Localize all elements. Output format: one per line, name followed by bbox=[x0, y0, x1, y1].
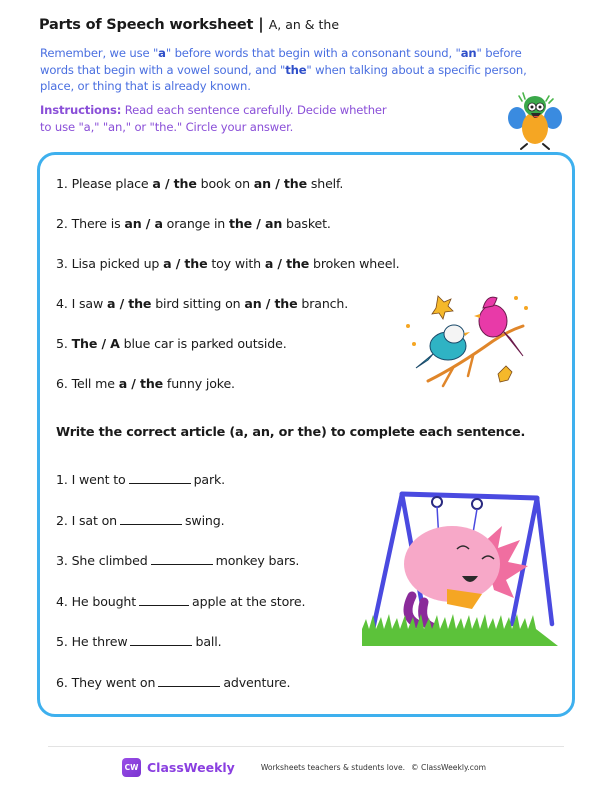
list-item bbox=[56, 553, 305, 594]
article-an: an bbox=[460, 46, 477, 60]
item-text: I saw bbox=[71, 296, 107, 311]
article-choice[interactable]: a / the bbox=[264, 256, 310, 271]
heading-text: Write the correct article ( bbox=[56, 425, 236, 440]
heading-text: , or bbox=[269, 425, 298, 440]
list-item bbox=[56, 296, 400, 336]
remember-note bbox=[40, 45, 550, 95]
brand-name: ClassWeekly bbox=[147, 760, 235, 775]
footer bbox=[122, 758, 486, 777]
article-choice[interactable]: a / the bbox=[163, 256, 208, 271]
footer-divider bbox=[48, 746, 564, 747]
item-text: broken wheel. bbox=[309, 256, 400, 271]
item-number: 3. bbox=[56, 256, 72, 271]
page-title: Parts of Speech worksheet bbox=[39, 17, 254, 33]
item-text: basket. bbox=[282, 216, 331, 231]
heading-text: ) to complete each sentence. bbox=[320, 425, 526, 440]
item-number: 6. bbox=[56, 376, 72, 391]
answer-blank[interactable] bbox=[120, 514, 182, 525]
list-item bbox=[56, 513, 305, 554]
answer-blank[interactable] bbox=[151, 554, 213, 565]
item-text: He threw bbox=[71, 634, 128, 649]
parrot-illustration bbox=[505, 88, 565, 154]
list-item bbox=[56, 376, 400, 416]
classweekly-logo-icon: CW bbox=[122, 758, 141, 777]
item-text: He bought bbox=[71, 593, 137, 609]
item-text: apple at the store. bbox=[192, 593, 306, 609]
remember-text: " when talking about a specific person, place, or thing that is already known. bbox=[40, 62, 527, 93]
circle-answer-list bbox=[56, 176, 400, 416]
article-choice[interactable]: The / A bbox=[71, 336, 120, 351]
title-separator: | bbox=[258, 15, 264, 33]
article-the: the bbox=[297, 425, 321, 440]
article-choice[interactable]: a / the bbox=[106, 296, 152, 311]
item-number: 5. bbox=[56, 634, 72, 649]
item-number: 5. bbox=[56, 336, 72, 351]
instructions-label: Instructions: bbox=[40, 103, 122, 117]
instructions-text: Read each sentence carefully. Decide whether to use "a," "an," or "the." Circle your answer. bbox=[40, 103, 387, 134]
remember-text: " before words that begin with a consonant sound, " bbox=[165, 46, 461, 60]
item-text: She climbed bbox=[71, 553, 148, 568]
item-text: shelf. bbox=[306, 176, 344, 191]
fill-in-blank-list bbox=[56, 472, 305, 715]
instructions bbox=[40, 102, 390, 135]
item-text: ball. bbox=[195, 634, 222, 649]
remember-text: " before words that begin with a vowel sound, and " bbox=[40, 46, 522, 77]
item-number: 4. bbox=[56, 593, 72, 609]
article-choice[interactable]: an / the bbox=[253, 176, 307, 191]
article-choice[interactable]: an / a bbox=[124, 216, 163, 231]
answer-blank[interactable] bbox=[129, 473, 191, 484]
article-a: a bbox=[158, 46, 166, 60]
item-number: 1. bbox=[56, 176, 72, 191]
girl-on-swing-illustration bbox=[362, 484, 558, 646]
item-text: funny joke. bbox=[163, 376, 235, 391]
item-text: swing. bbox=[185, 512, 225, 528]
list-item bbox=[56, 634, 305, 675]
item-text: Lisa picked up bbox=[71, 256, 164, 271]
article-choice[interactable]: an / the bbox=[244, 296, 298, 311]
item-text: Tell me bbox=[71, 376, 119, 391]
item-text: bird sitting on bbox=[151, 296, 245, 311]
item-number: 2. bbox=[56, 216, 72, 231]
item-number: 4. bbox=[56, 296, 72, 311]
answer-blank[interactable] bbox=[130, 635, 192, 646]
item-text: park. bbox=[193, 472, 225, 487]
item-text: There is bbox=[71, 216, 125, 231]
footer-copyright: © ClassWeekly.com bbox=[411, 763, 486, 772]
item-text: Please place bbox=[71, 176, 153, 191]
article-the: the bbox=[285, 62, 307, 77]
item-text: They went on bbox=[71, 674, 156, 690]
list-item bbox=[56, 216, 400, 256]
item-number: 2. bbox=[56, 512, 72, 528]
item-number: 6. bbox=[56, 674, 72, 690]
footer-tagline: Worksheets teachers & students love. bbox=[260, 763, 406, 772]
list-item bbox=[56, 594, 305, 635]
heading-text: , bbox=[243, 425, 253, 440]
birds-on-branch-illustration bbox=[398, 286, 533, 396]
item-text: toy with bbox=[207, 256, 265, 271]
list-item bbox=[56, 256, 400, 296]
list-item bbox=[56, 675, 305, 716]
worksheet-header bbox=[39, 15, 339, 33]
list-item bbox=[56, 336, 400, 376]
item-text: branch. bbox=[297, 296, 349, 311]
item-text: book on bbox=[196, 176, 254, 191]
article-choice[interactable]: the / an bbox=[228, 216, 283, 231]
answer-blank[interactable] bbox=[158, 676, 220, 687]
item-text: monkey bars. bbox=[215, 553, 300, 568]
answer-blank[interactable] bbox=[139, 595, 189, 606]
list-item bbox=[56, 472, 305, 513]
item-text: adventure. bbox=[223, 674, 291, 690]
article-an: an bbox=[252, 425, 270, 440]
article-a: a bbox=[235, 425, 244, 440]
item-text: blue car is parked outside. bbox=[119, 336, 287, 351]
item-number: 3. bbox=[56, 553, 72, 568]
section-heading bbox=[56, 425, 525, 440]
item-text: I sat on bbox=[71, 512, 118, 528]
remember-text: Remember, we use " bbox=[40, 46, 159, 60]
list-item bbox=[56, 176, 400, 216]
page-subtitle: A, an & the bbox=[268, 17, 340, 32]
item-number: 1. bbox=[56, 472, 72, 487]
article-choice[interactable]: a / the bbox=[152, 176, 197, 191]
item-text: I went to bbox=[71, 472, 126, 487]
article-choice[interactable]: a / the bbox=[118, 376, 164, 391]
item-text: orange in bbox=[162, 216, 229, 231]
